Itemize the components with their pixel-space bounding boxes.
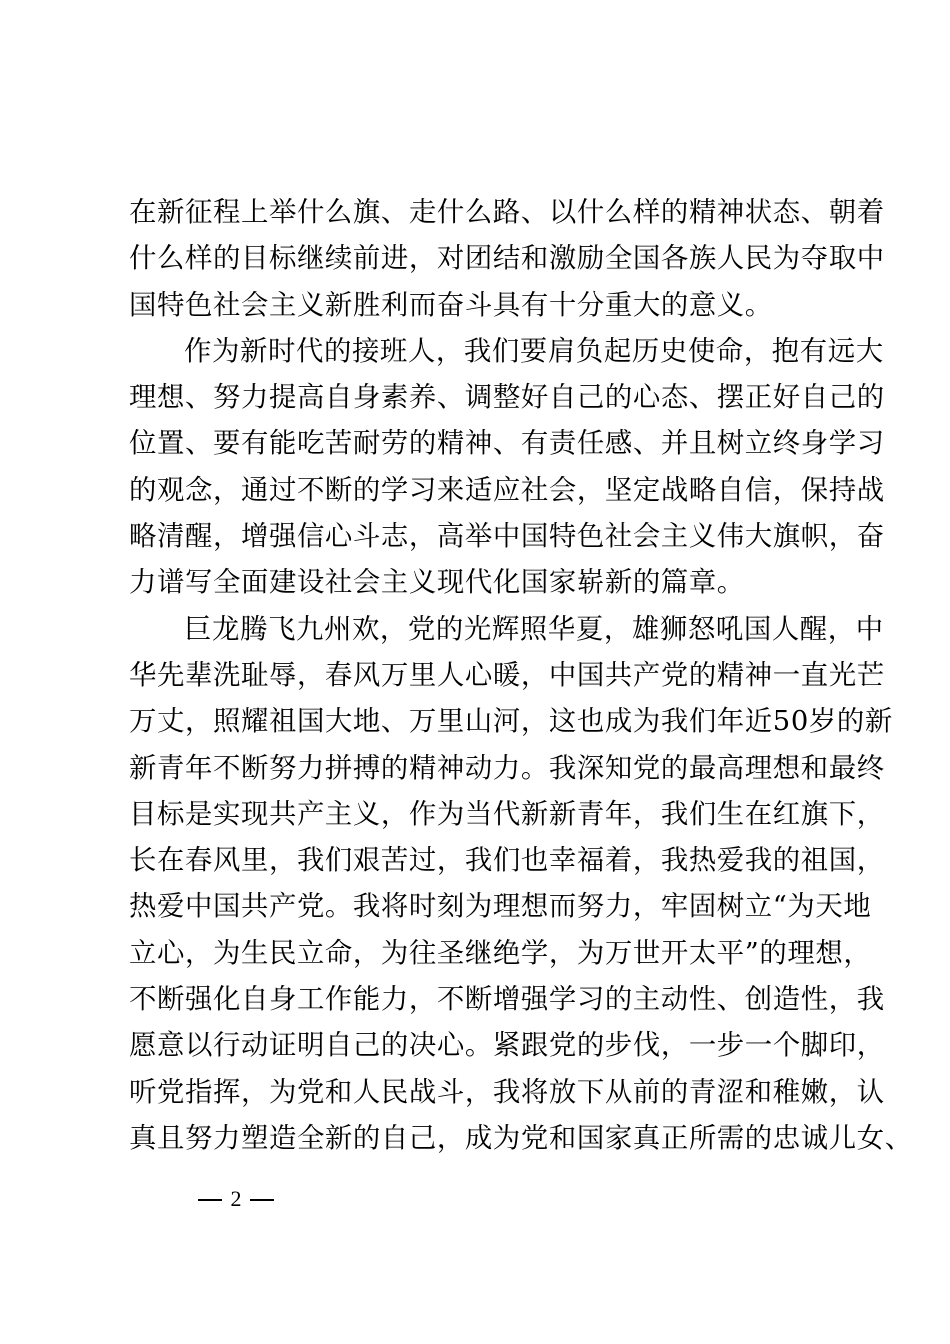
text-line: 国特色社会主义新胜利而奋斗具有十分重大的意义。 [129,289,773,321]
text-line: 什么样的目标继续前进，对团结和激励全国各族人民为夺取中 [129,243,885,275]
text-line: 愿意以行动证明自己的决心。紧跟党的步伐，一步一个脚印， [129,1030,885,1062]
text-line: 位置、要有能吃苦耐劳的精神、有责任感、并且树立终身学习 [129,428,885,460]
text-line: 的观念，通过不断的学习来适应社会，坚定战略自信，保持战 [129,474,885,506]
document-body [129,190,913,1162]
text-line: 华先辈洗耻辱，春风万里人心暖，中国共产党的精神一直光芒 [129,659,885,691]
text-line: 略清醒，增强信心斗志，高举中国特色社会主义伟大旗帜，奋 [129,521,885,553]
text-line: 新青年不断努力拼搏的精神动力。我深知党的最高理想和最终 [129,752,885,784]
dash-left-decoration [198,1199,222,1200]
dash-right-decoration [250,1199,274,1200]
text-line: 不断强化自身工作能力，不断增强学习的主动性、创造性，我 [129,984,885,1016]
text-line: 理想、努力提高自身素养、调整好自己的心态、摆正好自己的 [129,382,885,414]
text-line: 听党指挥，为党和人民战斗，我将放下从前的青涩和稚嫩，认 [129,1076,885,1108]
page-number: 2 [230,1186,242,1211]
paragraph-start-line: 作为新时代的接班人，我们要肩负起历史使命，抱有远大 [184,335,884,367]
text-line: 力谱写全面建设社会主义现代化国家崭新的篇章。 [129,567,745,599]
page-number-footer [195,1186,277,1212]
text-line: 长在春风里，我们艰苦过，我们也幸福着，我热爱我的祖国， [129,845,885,877]
text-line: 在新征程上举什么旗、走什么路、以什么样的精神状态、朝着 [129,197,885,228]
text-line: 万丈，照耀祖国大地、万里山河，这也成为我们年近50岁的新 [129,706,893,738]
text-line: 立心，为生民立命，为往圣继绝学，为万世开太平”的理想， [129,937,872,969]
paragraph-start-line: 巨龙腾飞九州欢，党的光辉照华夏，雄狮怒吼国人醒，中 [184,613,884,645]
text-line: 热爱中国共产党。我将时刻为理想而努力，牢固树立“为天地 [129,891,872,923]
text-line: 目标是实现共产主义，作为当代新新青年，我们生在红旗下， [129,798,885,830]
text-line: 真且努力塑造全新的自己，成为党和国家真正所需的忠诚儿女、 [129,1122,913,1154]
